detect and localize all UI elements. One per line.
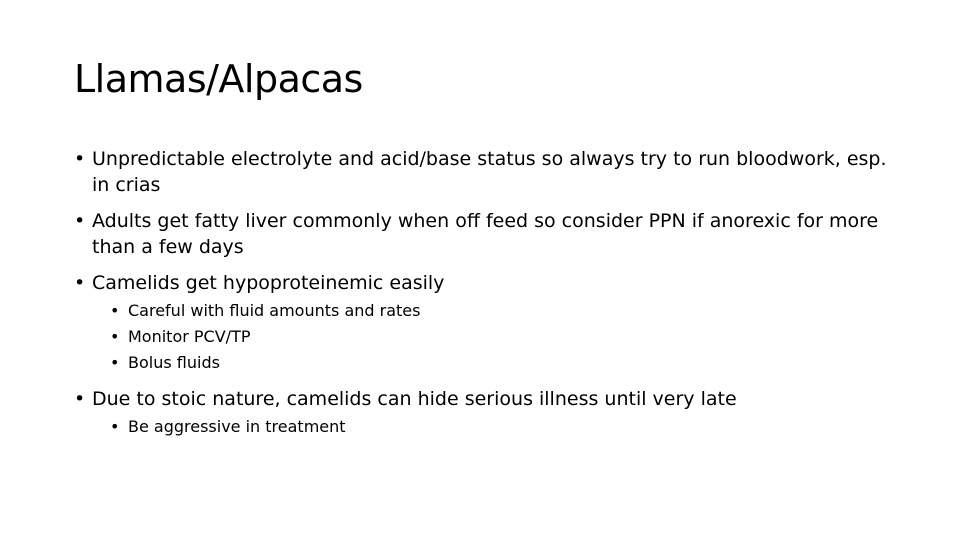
sub-bullet-item	[92, 298, 894, 324]
bullet-item	[74, 208, 894, 260]
bullet-dot-icon: •	[74, 210, 86, 232]
sub-bullet-list	[92, 414, 894, 440]
slide-title: Llamas/Alpacas	[74, 57, 363, 101]
sub-bullet-list	[92, 298, 894, 376]
sub-bullet-text: Careful with fluid amounts and rates	[128, 301, 421, 320]
bullet-item	[74, 146, 894, 198]
bullet-text: Adults get fatty liver commonly when off feed so consider PPN if anorexic for more than a few days	[92, 210, 879, 258]
bullet-list	[74, 146, 894, 450]
bullet-dot-icon: •	[110, 353, 120, 372]
bullet-dot-icon: •	[74, 388, 86, 410]
bullet-dot-icon: •	[110, 301, 120, 320]
bullet-item	[74, 386, 894, 440]
bullet-dot-icon: •	[74, 272, 86, 294]
bullet-dot-icon: •	[110, 327, 120, 346]
bullet-dot-icon: •	[74, 148, 86, 170]
bullet-text: Unpredictable electrolyte and acid/base status so always try to run bloodwork, esp. in crias	[92, 148, 887, 196]
sub-bullet-text: Be aggressive in treatment	[128, 417, 346, 436]
sub-bullet-text: Bolus fluids	[128, 353, 220, 372]
bullet-item	[74, 270, 894, 376]
sub-bullet-text: Monitor PCV/TP	[128, 327, 251, 346]
bullet-text: Due to stoic nature, camelids can hide serious illness until very late	[92, 388, 737, 410]
sub-bullet-item	[92, 414, 894, 440]
bullet-text: Camelids get hypoproteinemic easily	[92, 272, 445, 294]
sub-bullet-item	[92, 324, 894, 350]
sub-bullet-item	[92, 350, 894, 376]
bullet-dot-icon: •	[110, 417, 120, 436]
